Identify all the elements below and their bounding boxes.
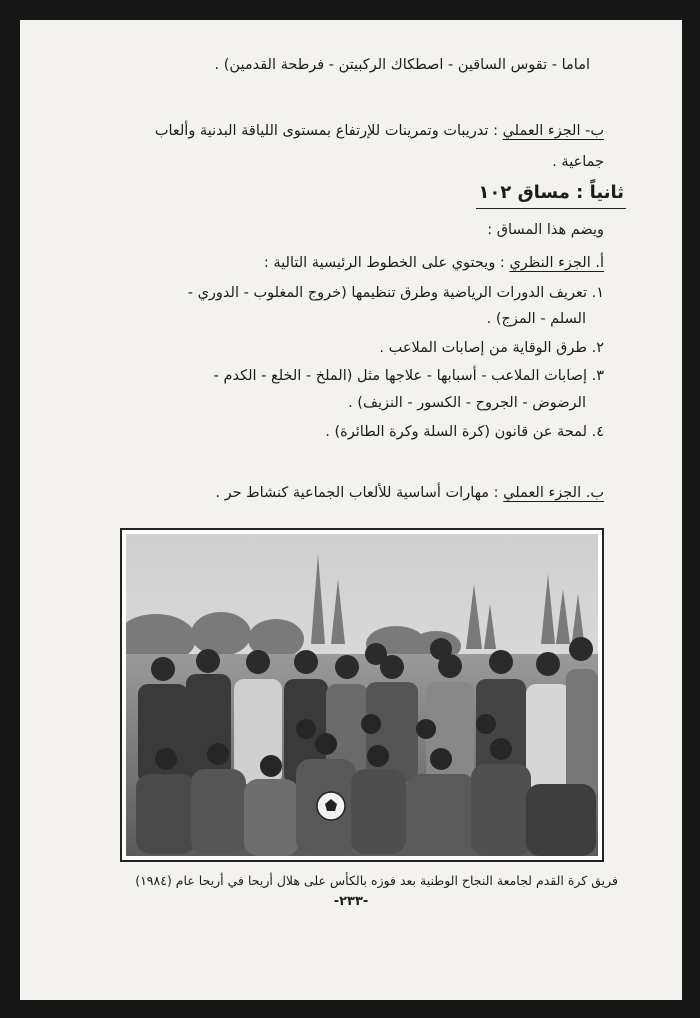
section-text-practical: : تدريبات وتمرينات للإرتفاع بمستوى اللياقة البدنية وألعاب xyxy=(154,123,503,139)
list-item-3: ٣. إصابات الملاعب - أسبابها - علاجها مثل (الملخ - الخلع - الكدم - xyxy=(213,368,604,384)
section-label-theory: أ. الجزء النظري xyxy=(509,255,604,271)
team-photo-image xyxy=(126,534,598,856)
page-number: -٢٣٣- xyxy=(333,894,369,909)
section-label-practical-2: ب. الجزء العملي xyxy=(503,485,604,501)
section-label-practical: ب- الجزء العملي xyxy=(502,123,604,139)
practical-section-2-line xyxy=(215,486,604,501)
team-photo xyxy=(120,528,604,862)
document-page xyxy=(20,20,682,1000)
text-line-1: اماما - تقوس الساقين - اصطكاك الركبيتن - فرطحة القدمين) . xyxy=(214,57,590,73)
list-item-1: ١. تعريف الدورات الرياضية وطرق تنظيمها (خروج المغلوب - الدوري - xyxy=(187,285,604,301)
section-text-practical-2: : مهارات أساسية للألعاب الجماعية كنشاط حر . xyxy=(215,485,504,501)
list-item-4: ٤. لمحة عن قانون (كرة السلة وكرة الطائرة) . xyxy=(325,424,604,440)
section-heading: ثانياً : مساق ١٠٢ xyxy=(478,182,624,203)
list-item-2: ٢. طرق الوقاية من إصابات الملاعب . xyxy=(379,340,604,356)
photo-caption: فريق كرة القدم لجامعة النجاح الوطنية بعد فوزه بالكأس على هلال أريحا في أريحا عام (١٩٨٤) xyxy=(135,873,618,888)
list-item-1-continuation: السلم - المزج) . xyxy=(486,311,586,327)
practical-section-line xyxy=(155,124,604,139)
intro-line: ويضم هذا المساق : xyxy=(487,222,604,238)
practical-section-continuation: جماعية . xyxy=(552,154,604,170)
section-text-theory: : ويحتوي على الخطوط الرئيسية التالية : xyxy=(263,255,510,271)
heading-underline xyxy=(476,208,626,209)
theory-section-line xyxy=(264,256,604,271)
list-item-3-continuation: الرضوض - الجروح - الكسور - النزيف) . xyxy=(348,395,586,411)
